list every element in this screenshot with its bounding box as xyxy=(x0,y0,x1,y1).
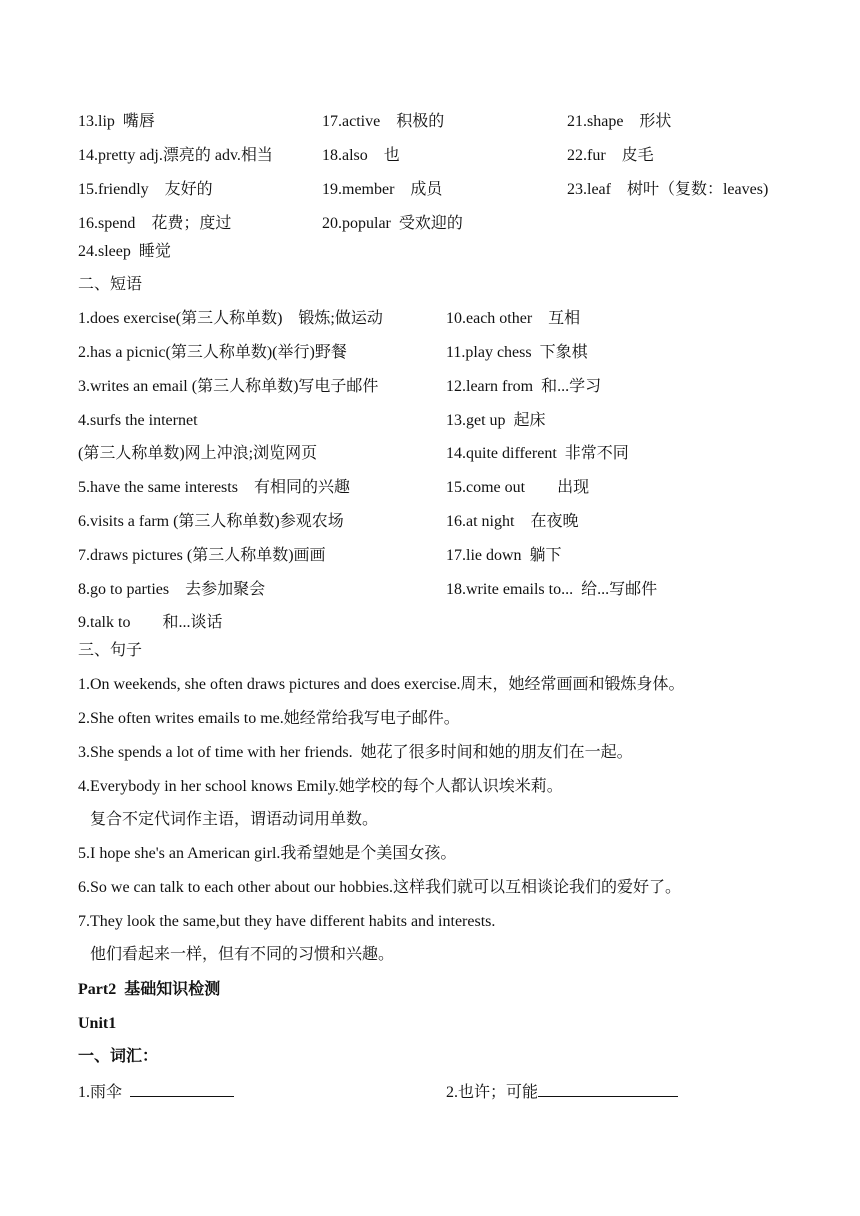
sentence-item: 5.I hope she's an American girl.我希望她是个美国女孩。 xyxy=(78,845,457,862)
vocab-heading: 一、词汇： xyxy=(78,1048,159,1065)
vocab-item: 14.pretty adj.漂亮的 adv.相当 xyxy=(78,147,273,164)
phrase-row xyxy=(0,510,860,534)
phrase-item: 3.writes an email (第三人称单数)写电子邮件 xyxy=(78,378,379,395)
vocab-item: 19.member 成员 xyxy=(322,181,443,198)
sentence-item: 7.They look the same,but they have different habits and interests. xyxy=(78,913,496,930)
phrase-row xyxy=(0,476,860,500)
phrase-item: 7.draws pictures (第三人称单数)画画 xyxy=(78,547,326,564)
vocab-item: 13.lip 嘴唇 xyxy=(78,113,155,130)
sentence-row xyxy=(0,741,860,765)
vocab-item: 23.leaf 树叶（复数：leaves) xyxy=(567,181,769,198)
sentence-row xyxy=(0,707,860,731)
vocab-item: 18.also 也 xyxy=(322,147,400,164)
vocab-item: 20.popular 受欢迎的 xyxy=(322,215,463,232)
sentence-row xyxy=(0,842,860,866)
sentence-item: 3.She spends a lot of time with her friends. 她花了很多时间和她的朋友们在一起。 xyxy=(78,744,633,761)
vocab-item: 24.sleep 睡觉 xyxy=(78,243,171,260)
phrase-item: 17.lie down 躺下 xyxy=(446,547,562,564)
phrase-item: 11.play chess 下象棋 xyxy=(446,344,588,361)
sentence-row xyxy=(0,808,860,832)
quiz-item xyxy=(78,1079,234,1105)
sentence-row xyxy=(0,910,860,934)
sentence-item: 6.So we can talk to each other about our hobbies.这样我们就可以互相谈论我们的爱好了。 xyxy=(78,879,682,896)
phrase-item: 6.visits a farm (第三人称单数)参观农场 xyxy=(78,513,344,530)
section-heading xyxy=(0,639,860,663)
vocab-row xyxy=(0,178,860,202)
section-heading xyxy=(0,273,860,297)
phrase-item: 18.write emails to... 给...写邮件 xyxy=(446,581,658,598)
vocab-item: 17.active 积极的 xyxy=(322,113,445,130)
vocab-item: 16.spend 花费；度过 xyxy=(78,215,232,232)
phrase-item: 8.go to parties 去参加聚会 xyxy=(78,581,266,598)
vocab-row xyxy=(0,240,860,264)
answer-blank[interactable] xyxy=(538,1079,678,1097)
part-title-row xyxy=(0,978,860,1002)
sentences-heading: 三、句子 xyxy=(78,642,143,659)
vocab-item: 21.shape 形状 xyxy=(567,113,672,130)
phrases-heading: 二、短语 xyxy=(78,276,143,293)
sentence-row xyxy=(0,775,860,799)
quiz-prompt: 1.雨伞 xyxy=(78,1084,131,1101)
sentence-item: 4.Everybody in her school knows Emily.她学校的每个人都认识埃米莉。 xyxy=(78,778,563,795)
phrase-item: 15.come out 出现 xyxy=(446,479,590,496)
phrase-row xyxy=(0,442,860,466)
sentence-item: 2.She often writes emails to me.她经常给我写电子邮件。 xyxy=(78,710,460,727)
vocab-row xyxy=(0,144,860,168)
quiz-prompt: 2.也许；可能 xyxy=(446,1084,539,1101)
phrase-row xyxy=(0,375,860,399)
phrase-item: 9.talk to 和...谈话 xyxy=(78,614,223,631)
vocab-row xyxy=(0,212,860,236)
sentence-row xyxy=(0,943,860,967)
unit-title: Unit1 xyxy=(78,1015,117,1032)
vocab-row xyxy=(0,110,860,134)
phrase-row xyxy=(0,409,860,433)
phrase-item: 10.each other 互相 xyxy=(446,310,581,327)
sentence-note: 复合不定代词作主语，谓语动词用单数。 xyxy=(78,811,379,828)
vocab-item: 22.fur 皮毛 xyxy=(567,147,654,164)
phrase-row xyxy=(0,611,860,635)
phrase-row xyxy=(0,307,860,331)
part2-title: Part2 基础知识检测 xyxy=(78,981,221,998)
phrase-item: 2.has a picnic(第三人称单数)(举行)野餐 xyxy=(78,344,347,361)
vocab-item: 15.friendly 友好的 xyxy=(78,181,213,198)
phrase-item: (第三人称单数)网上冲浪;浏览网页 xyxy=(78,445,318,462)
unit-title-row xyxy=(0,1012,860,1036)
sentence-translation: 他们看起来一样，但有不同的习惯和兴趣。 xyxy=(78,946,395,963)
phrase-item: 14.quite different 非常不同 xyxy=(446,445,629,462)
phrase-item: 16.at night 在夜晚 xyxy=(446,513,579,530)
sentence-row xyxy=(0,876,860,900)
phrase-item: 13.get up 起床 xyxy=(446,412,546,429)
quiz-item xyxy=(446,1079,678,1105)
phrase-item: 5.have the same interests 有相同的兴趣 xyxy=(78,479,350,496)
phrase-row xyxy=(0,341,860,365)
vocab-heading-row xyxy=(0,1045,860,1069)
answer-blank[interactable] xyxy=(130,1079,234,1097)
phrase-row xyxy=(0,544,860,568)
quiz-row xyxy=(0,1079,860,1103)
phrase-row xyxy=(0,578,860,602)
sentence-row xyxy=(0,673,860,697)
phrase-item: 4.surfs the internet xyxy=(78,412,198,429)
phrase-item: 12.learn from 和...学习 xyxy=(446,378,602,395)
phrase-item: 1.does exercise(第三人称单数) 锻炼;做运动 xyxy=(78,310,383,327)
sentence-item: 1.On weekends, she often draws pictures and does exercise.周末，她经常画画和锻炼身体。 xyxy=(78,676,685,693)
